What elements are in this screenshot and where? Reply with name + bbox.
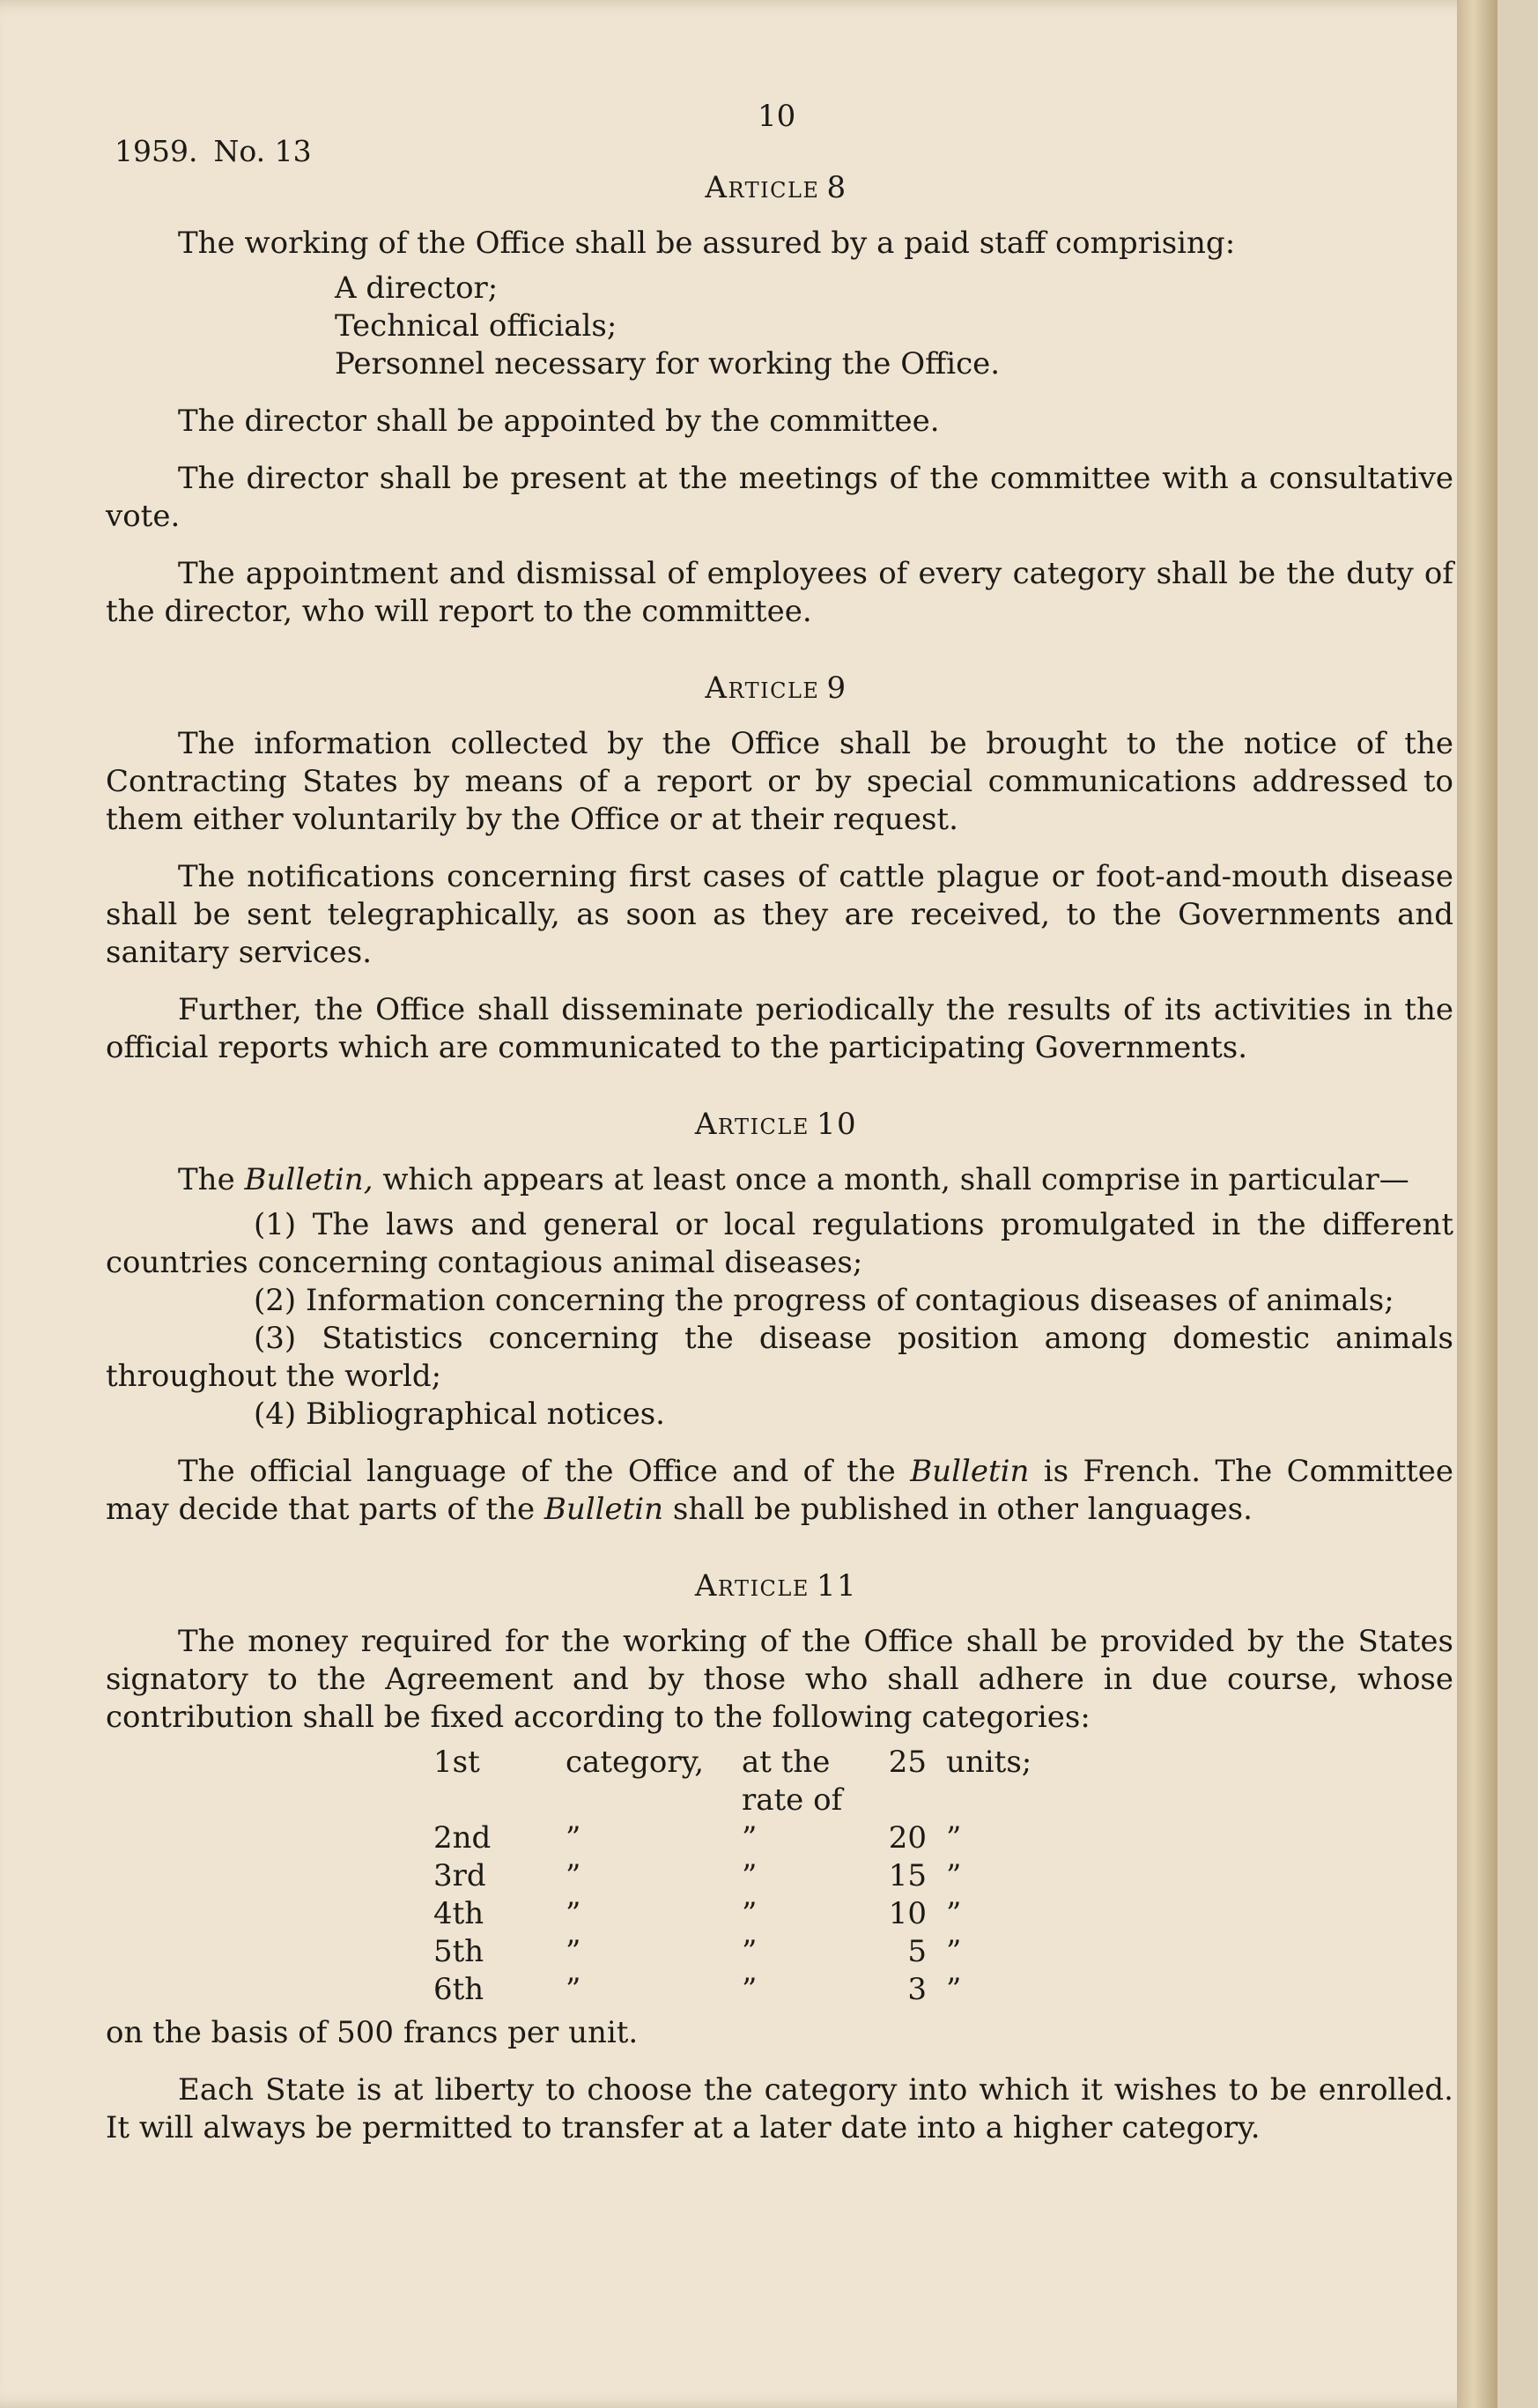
- bulletin-item: (2) Information concerning the progress of contagious diseases of animals;: [254, 1283, 1394, 1318]
- category-row: 1st category, at the rate of 25 units;: [433, 1745, 1032, 1818]
- page-edge: [1457, 0, 1497, 2408]
- heading-word: Article: [694, 1107, 810, 1142]
- article-11-paragraph-1: The money required for the working of the Office shall be provided by the States signatory to the Agreement and by those who shall adhere in due course, whose contribution shall be fixed according to the following categories:: [106, 1624, 1453, 1735]
- heading-word: Article: [694, 1568, 810, 1604]
- category-row: 2nd ” ” 20 ”: [433, 1820, 962, 1856]
- article-11-heading: [106, 1567, 1453, 1605]
- staff-list: [335, 270, 1453, 383]
- article-10-heading: [106, 1106, 1453, 1144]
- reference-year: 1959.: [115, 134, 198, 168]
- article-10-paragraph-2: The official language of the Office and of the Bulletin is French. The Committee may decide that parts of the Bulletin shall be published in other languages.: [106, 1454, 1454, 1527]
- bulletin-title: Bulletin: [910, 1454, 1030, 1489]
- article-9-paragraph-1: The information collected by the Office shall be brought to the notice of the Contracting States by means of a report or by special communications addressed to them either voluntarily by the Office or at their request.: [106, 726, 1453, 837]
- bulletin-item: (3) Statistics concerning the disease position among domestic animals throughout the world;: [106, 1321, 1453, 1394]
- document-reference: [115, 134, 328, 168]
- bulletin-title: Bulletin: [543, 1492, 664, 1527]
- page-number: 10: [758, 99, 796, 134]
- heading-number: 9: [826, 671, 847, 706]
- category-row: 4th ” ” 10 ”: [433, 1896, 962, 1931]
- bulletin-item: (4) Bibliographical notices.: [254, 1397, 665, 1432]
- heading-word: Article: [705, 671, 820, 706]
- heading-number: 10: [816, 1107, 858, 1142]
- reference-number: No. 13: [213, 134, 312, 168]
- article-9-paragraph-3: Further, the Office shall disseminate periodically the results of its activities in the official reports which are communicated to the participating Governments.: [106, 992, 1453, 1065]
- heading-number: 11: [816, 1568, 858, 1604]
- staff-item: Technical officials;: [335, 308, 617, 344]
- category-row: 5th ” ” 5 ”: [433, 1934, 962, 1969]
- article-8-paragraph-4: The appointment and dismissal of employees of every category shall be the duty of the director, who will report to the committee.: [106, 556, 1453, 629]
- article-8-paragraph-2: The director shall be appointed by the committee.: [178, 404, 940, 439]
- bulletin-title: Bulletin,: [244, 1162, 373, 1197]
- article-9-heading: [106, 670, 1453, 708]
- staff-item: A director;: [335, 270, 499, 306]
- bulletin-item: (1) The laws and general or local regulations promulgated in the different countries concerning contagious animal diseases;: [106, 1207, 1453, 1280]
- article-8-heading: [106, 169, 1453, 207]
- document-body: [106, 169, 1453, 2167]
- article-11-paragraph-2: Each State is at liberty to choose the category into which it wishes to be enrolled. It will always be permitted to transfer at a later date into a higher category.: [106, 2072, 1453, 2145]
- article-10-paragraph-1: The Bulletin, which appears at least once a month, shall comprise in particular—: [178, 1162, 1409, 1197]
- heading-number: 8: [826, 170, 847, 205]
- article-9-paragraph-2: The notifications concerning first cases of cattle plague or foot-and-mouth disease shall be sent telegraphically, as soon as they are received, to the Governments and sanitary services.: [106, 859, 1453, 970]
- bulletin-contents-list: [106, 1206, 1453, 1434]
- category-row: 6th ” ” 3 ”: [433, 1972, 962, 2007]
- heading-word: Article: [705, 170, 820, 205]
- category-row: 3rd ” ” 15 ”: [433, 1858, 962, 1893]
- article-8-paragraph-3: The director shall be present at the meetings of the committee with a consultative vote.: [106, 461, 1453, 534]
- article-8-paragraph-1: The working of the Office shall be assured by a paid staff comprising:: [178, 226, 1236, 261]
- staff-item: Personnel necessary for working the Office.: [335, 346, 1001, 382]
- unit-basis-note: on the basis of 500 francs per unit.: [106, 2015, 639, 2050]
- contribution-categories-table: [433, 1744, 1031, 2009]
